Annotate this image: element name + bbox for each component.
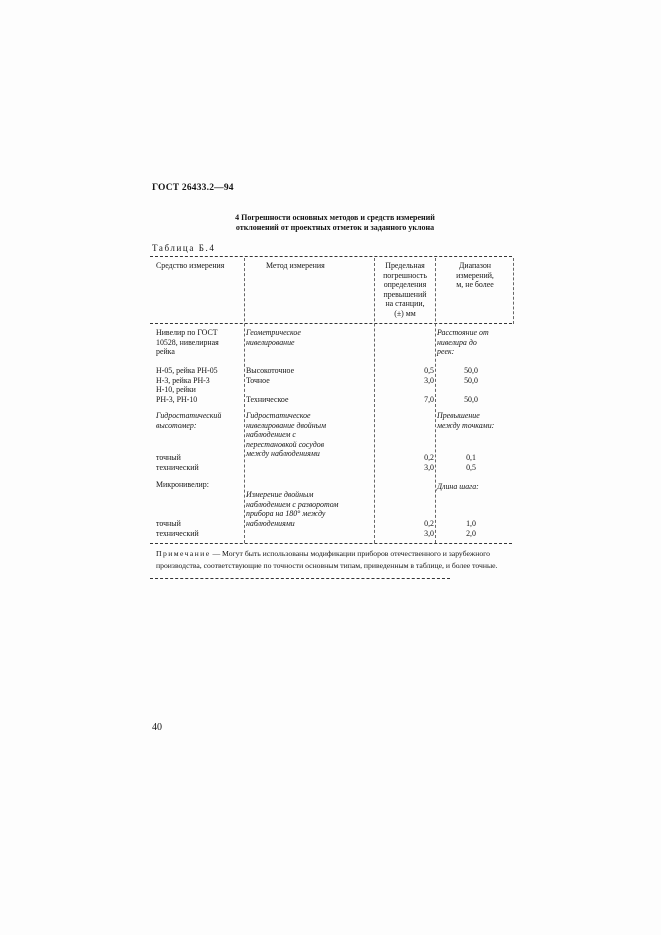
column-divider-1	[244, 258, 245, 543]
header-max-error-line: на станции,	[385, 299, 425, 309]
method-geometric-leveling-cell	[246, 328, 301, 347]
method-hydrostatic-cell	[246, 411, 326, 459]
header-range-line: измерений,	[456, 270, 494, 280]
page-number: 40	[152, 722, 162, 733]
table-row-range: 50,0	[464, 366, 478, 375]
instrument-hydrostatic-cell	[156, 411, 221, 430]
measurement-errors-table	[150, 256, 514, 576]
table-row-error: 3,0	[424, 528, 434, 538]
column-divider-2	[374, 258, 375, 543]
method-line: Гидростатическое	[246, 411, 311, 420]
method-line: нивелирование	[246, 337, 295, 347]
table-row-range: 50,0	[464, 394, 478, 404]
range-line: Расстояние от	[437, 328, 489, 337]
instrument-line: рейка	[156, 347, 175, 357]
instrument-microlevel-cell: Микронивелир:	[156, 480, 209, 489]
range-step-length-cell: Длина шага:	[437, 482, 479, 491]
table-note	[156, 548, 510, 571]
table-note-bottom-rule	[150, 578, 450, 579]
method-line: прибора на 180° между	[246, 509, 326, 519]
table-row-error: 3,0	[424, 375, 434, 385]
header-range-line: Диапазон	[459, 261, 491, 270]
instrument-line: Гидростатический	[156, 411, 222, 420]
method-line: между наблюдениями	[246, 449, 320, 459]
table-row-error: 7,0	[424, 394, 434, 404]
header-measuring-method: Метод измерения	[266, 261, 325, 270]
table-row-error: 0,5	[424, 366, 434, 375]
method-line: перестановкой сосудов	[246, 439, 325, 449]
table-row-range: 2,0	[466, 528, 476, 538]
table-row-instrument: Н-3, рейка РН-3	[156, 375, 210, 385]
header-measuring-instrument: Средство измерения	[156, 261, 225, 270]
table-row-instrument: точный	[156, 519, 181, 528]
note-text: — Могут быть использованы модификации приборов отечественного и зарубежного производства, соответствующие по точности основным типам, приведенным в таблице, и более точные.	[156, 549, 498, 570]
table-row-instrument: Н-10, рейки	[156, 385, 196, 395]
table-row-method: Техническое	[246, 394, 289, 404]
instrument-line: 10528, нивелирная	[156, 337, 219, 347]
table-row-error: 3,0	[424, 462, 434, 472]
table-row-range: 1,0	[466, 519, 476, 528]
header-max-error-line: Предельная	[385, 261, 425, 270]
header-max-error-line: (±) мм	[394, 308, 416, 318]
method-line: Геометрическое	[246, 328, 301, 337]
table-row-method: Высокоточное	[246, 366, 295, 375]
instrument-level-cell	[156, 328, 219, 357]
table-row-instrument: РН-3, РН-10	[156, 394, 198, 404]
table-row-instrument: технический	[156, 528, 199, 538]
note-label: Примечание	[156, 549, 211, 558]
range-line: реек:	[437, 347, 455, 357]
range-line: между точками:	[437, 420, 495, 430]
header-max-error-line: погрешность	[383, 270, 427, 280]
header-measurement-range	[437, 261, 513, 290]
method-line: Измерение двойным	[246, 490, 314, 499]
method-double-observation-cell	[246, 490, 338, 528]
table-top-rule	[150, 256, 512, 257]
table-row-instrument: технический	[156, 462, 199, 472]
table-row-error: 0,2	[424, 519, 434, 528]
table-row-range: 0,5	[466, 462, 476, 472]
table-header-rule	[150, 323, 512, 324]
method-line: наблюдением с	[246, 430, 296, 440]
instrument-line: Нивелир по ГОСТ	[156, 328, 218, 337]
range-line: нивелира до	[437, 337, 477, 347]
header-max-error-line: превышений	[383, 289, 427, 299]
method-line: нивелирование двойным	[246, 420, 327, 430]
range-line: Превышение	[437, 411, 480, 420]
table-row-method: Точное	[246, 375, 270, 385]
table-body-bottom-rule	[150, 543, 512, 544]
header-range-line: м, не более	[456, 280, 494, 290]
document-standard-number: ГОСТ 26433.2—94	[152, 183, 234, 193]
header-max-error	[376, 261, 434, 319]
instrument-line: высотомер:	[156, 420, 197, 430]
column-divider-3	[435, 258, 436, 543]
header-max-error-line: определения	[383, 280, 427, 290]
range-elevation-cell	[437, 411, 494, 430]
table-right-edge	[513, 258, 514, 324]
section-title-line-1: 4 Погрешности основных методов и средств измерений	[235, 213, 435, 222]
method-line: наблюдениями	[246, 518, 295, 528]
table-row-range: 50,0	[464, 375, 478, 385]
table-row-instrument: точный	[156, 453, 181, 462]
table-label: Таблица Б.4	[152, 243, 216, 253]
table-row-range: 0,1	[466, 453, 476, 462]
method-line: наблюдением с разворотом	[246, 499, 339, 509]
table-row-instrument: Н-05, рейка РН-05	[156, 366, 218, 375]
range-distance-cell	[437, 328, 489, 357]
section-title-line-2: отклонений от проектных отметок и заданного уклона	[235, 223, 435, 232]
table-row-error: 0,2	[424, 453, 434, 462]
